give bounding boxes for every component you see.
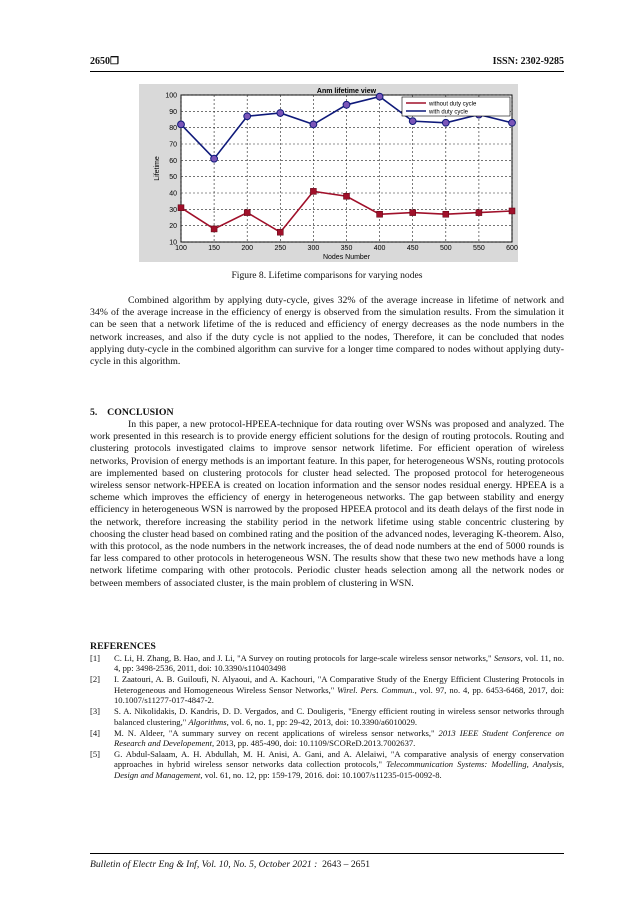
reference-authors-title: G. Abdul-Salaam, A. H. Abdullah, M. H. Anisi, A. Gani, and A. Alelaiwi, "A comparative analysis of energy conservation approaches in hybrid wireless sensor networks data collection protocols," — [114, 749, 564, 770]
data-point-with-duty-cycle — [376, 93, 383, 100]
conclusion-text: In this paper, a new protocol-HPEEA-technique for data routing over WSNs was proposed and analyzed. The work presented in this research is to provide energy efficient solutions for the design of routing protocols. Routing and clustering protocols investigated claims to improve sensor network lifetime. For efficient operation of wireless networks, Provision of energy methods is an important feature. In this paper, for heterogeneous WSNs, routing protocols are implemented based on clustering protocols for cluster head selected. The proposed protocol for heterogeneous wireless sensor network-HPEEA is created on location information and the sensor nodes residual energy. HPEEA is a scheme which improves the efficiency of energy in heterogeneous networks. The gap between stability and energy efficiency in heterogeneous WSN is narrowed by the proposed HPEEA protocol and its death delays of the first node in the network, therefore increasing the stability period in the network lifetime using stable concentric clustering by choosing the cluster head based on combined rating and the position of the advanced nodes, leveraging K-theorem. Also, with this protocol, as the node numbers in the network increases, the of dead node numbers at the end of 5000 rounds is far less compared to other protocols in heterogeneous WSN. The results show that these two new methods have a long network lifetime comparing with other protocols. Periodic cluster heads selection among all the network nodes or between members of associated cluster, is the main problem of clustering in WSN. — [90, 419, 564, 589]
legend-label: with duty cycle — [429, 109, 469, 116]
reference-authors-title: M. N. Aldeer, "A summary survey on recent applications of wireless sensor networks," — [114, 727, 439, 738]
y-tick-label: 80 — [169, 125, 177, 133]
y-tick-label: 60 — [169, 157, 177, 165]
data-point-without-duty-cycle — [377, 211, 383, 217]
reference-item — [90, 749, 564, 780]
reference-number: [4] — [90, 727, 101, 738]
section-heading — [90, 407, 174, 418]
reference-details: , 2013, pp. 485-490, doi: 10.1109/SCOReD.2013.7002637. — [212, 738, 416, 749]
x-axis-label: Nodes Number — [322, 254, 371, 261]
y-tick-label: 90 — [169, 108, 177, 116]
data-point-without-duty-cycle — [509, 208, 515, 214]
x-tick-label: 450 — [406, 245, 419, 252]
data-point-without-duty-cycle — [310, 188, 316, 194]
data-point-without-duty-cycle — [476, 210, 482, 216]
reference-venue: Wirel. Pers. Commun. — [337, 684, 415, 695]
x-tick-label: 400 — [373, 245, 386, 252]
reference-details: , vol. 97, no. 4, pp. 6453-6468, 2017, doi: 10.1007/s11277-017-4847-2. — [114, 684, 564, 706]
figure-caption: Figure 8. Lifetime comparisons for varying nodes — [231, 270, 423, 281]
reference-authors-title: I. Zaatouri, A. B. Guiloufi, N. Alyaoui, and A. Kachouri, "A Comparative Study of the Energy Efficient Clustering Protocols in Heterogeneous and Homogeneous Wireless Sensor Networks," — [114, 674, 564, 695]
data-point-with-duty-cycle — [277, 110, 284, 117]
conclusion-paragraph — [90, 419, 564, 590]
reference-item — [90, 728, 564, 749]
reference-venue: 2013 IEEE Student Conference on Research and Developement — [114, 727, 564, 749]
issn: ISSN: 2302-9285 — [492, 56, 564, 67]
reference-authors-title: C. Li, H. Zhang, B. Hao, and J. Li, "A Survey on routing protocols for large-scale wireless sensor networks," — [114, 653, 494, 663]
x-tick-label: 350 — [340, 245, 353, 252]
reference-venue: Telecommunication Systems: Modelling, Analysis, Design and Management — [114, 759, 565, 780]
data-point-with-duty-cycle — [343, 101, 350, 108]
x-tick-label: 300 — [307, 245, 320, 252]
x-tick-label: 500 — [439, 245, 452, 252]
data-point-with-duty-cycle — [178, 121, 185, 128]
data-point-without-duty-cycle — [410, 210, 416, 216]
running-footer — [90, 859, 370, 870]
footer-journal: Bulletin of Electr Eng & Inf, Vol. 10, No. 5, October 2021 : — [90, 859, 318, 870]
reference-authors-title: S. A. Nikolidakis, D. Kandris, D. D. Vergados, and C. Douligeris, "Energy efficient routing in wireless sensor networks through balanced clustering," — [114, 706, 564, 727]
data-point-with-duty-cycle — [442, 119, 449, 126]
reference-details: , vol. 61, no. 12, pp: 159-179, 2016. doi: 10.1007/s11235-015-0092-8. — [200, 769, 442, 780]
y-tick-label: 100 — [165, 92, 177, 100]
reference-venue: Sensors — [493, 653, 521, 663]
data-point-with-duty-cycle — [310, 121, 317, 128]
data-point-with-duty-cycle — [244, 113, 251, 120]
reference-item — [90, 706, 564, 727]
page-number — [90, 56, 119, 67]
x-tick-label: 600 — [506, 245, 518, 252]
reference-number: [1] — [90, 653, 101, 663]
chart-title: Anm lifetime view — [316, 88, 377, 95]
y-tick-label: 30 — [169, 206, 177, 214]
data-point-with-duty-cycle — [409, 118, 416, 125]
running-header — [90, 56, 564, 70]
data-point-without-duty-cycle — [211, 226, 217, 232]
footer-pages: 2643 – 2651 — [322, 859, 371, 870]
page-number-text: 2650 — [90, 56, 110, 67]
references-heading: REFERENCES — [90, 641, 156, 652]
reference-venue: Algorithms — [188, 716, 227, 727]
y-tick-label: 70 — [169, 141, 177, 149]
results-paragraph — [90, 295, 564, 368]
x-tick-label: 550 — [473, 245, 485, 252]
x-tick-label: 150 — [208, 245, 220, 252]
x-tick-label: 200 — [241, 245, 254, 252]
reference-details: , vol. 11, no. 4, pp: 3498-2536, 2011, doi: 10.3390/s110403498 — [114, 653, 565, 674]
data-point-without-duty-cycle — [178, 205, 184, 211]
y-tick-label: 20 — [169, 223, 177, 231]
data-point-without-duty-cycle — [443, 211, 449, 217]
legend-label: without duty cycle — [429, 101, 477, 108]
reference-item — [90, 674, 564, 705]
reference-number: [2] — [90, 674, 101, 685]
y-tick-label: 50 — [169, 174, 177, 182]
data-point-without-duty-cycle — [344, 193, 350, 199]
header-rule — [90, 71, 564, 72]
x-tick-label: 100 — [175, 245, 187, 252]
x-tick-label: 250 — [274, 245, 287, 252]
lifetime-chart — [139, 84, 518, 262]
section-number: 5. — [90, 407, 98, 418]
y-axis-label: Lifetime — [154, 156, 161, 181]
section-title: CONCLUSION — [107, 407, 174, 418]
data-point-without-duty-cycle — [244, 210, 250, 216]
data-point-with-duty-cycle — [509, 119, 516, 126]
data-point-without-duty-cycle — [277, 229, 283, 235]
reference-item — [90, 653, 564, 674]
y-tick-label: 10 — [169, 239, 177, 247]
results-text: Combined algorithm by applying duty-cycle, gives 32% of the average increase in lifetime of network and 34% of the average increase in the efficiency of energy is observed from the simulation results. From the simulation it can be seen that a network lifetime of the is reduced and efficiency of energy decreases as the node numbers in the network increases, and also if the duty cycle is not applied to the nodes, Therefore, it can be concluded that nodes applying duty-cycle in the combined algorithm can survive for a longer time compared to nodes without applying duty-cycle in this algorithm. — [90, 295, 564, 368]
page-glyph: ❐ — [110, 56, 119, 67]
references-list — [90, 653, 564, 781]
reference-number: [5] — [90, 749, 101, 760]
data-point-with-duty-cycle — [211, 155, 218, 162]
chart-legend — [402, 97, 510, 116]
y-tick-label: 40 — [169, 190, 177, 198]
reference-details: , vol. 6, no. 1, pp: 29-42, 2013, doi: 10.3390/a6010029. — [226, 716, 418, 727]
figure-chart — [139, 84, 518, 262]
footer-rule — [90, 853, 564, 854]
reference-number: [3] — [90, 706, 101, 717]
